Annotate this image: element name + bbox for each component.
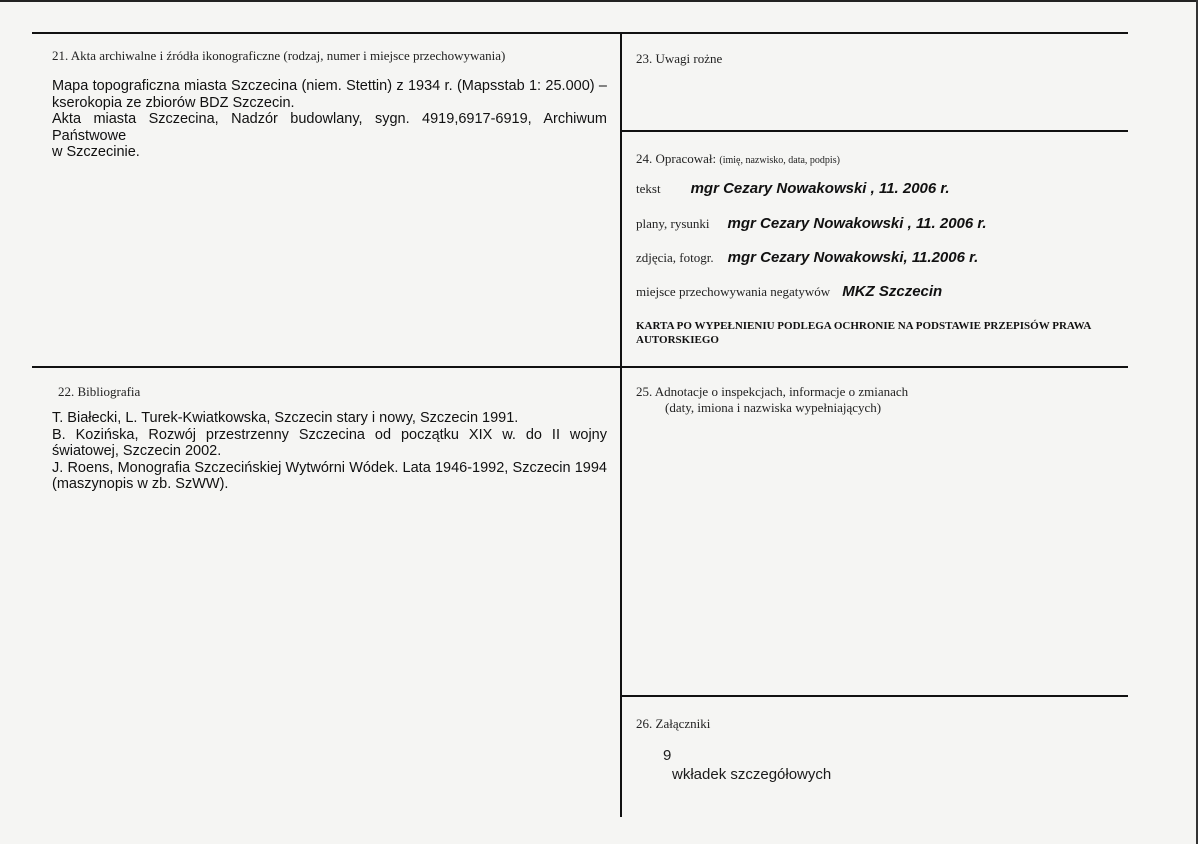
row-label: plany, rysunki bbox=[636, 216, 710, 231]
row-value: mgr Cezary Nowakowski , 11. 2006 r. bbox=[727, 215, 987, 232]
divider-25-26 bbox=[620, 695, 1128, 697]
divider-23-24 bbox=[620, 130, 1128, 132]
page-top-edge bbox=[0, 0, 1198, 2]
row-value: mgr Cezary Nowakowski , 11. 2006 r. bbox=[690, 180, 950, 197]
top-border-line bbox=[32, 32, 1128, 34]
row-label: miejsce przechowywania negatywów bbox=[636, 284, 831, 299]
section-24-heading bbox=[636, 151, 840, 167]
section-21-heading: 21. Akta archiwalne i źródła ikonograficzne (rodzaj, numer i miejsce przechowywania) bbox=[52, 48, 506, 63]
author-row-photos bbox=[636, 249, 978, 266]
bibliography-entry: J. Roens, Monografia Szczecińskiej Wytwórni Wódek. Lata 1946-1992, Szczecin 1994 (maszynopis w zb. SzWW). bbox=[52, 459, 607, 492]
center-divider-line bbox=[620, 32, 622, 817]
attachments-description: wkładek szczegółowych bbox=[672, 766, 832, 783]
row-label: zdjęcia, fotogr. bbox=[636, 250, 714, 265]
author-row-text bbox=[636, 180, 950, 197]
author-row-drawings bbox=[636, 215, 987, 232]
section-21-paragraph: Mapa topograficzna miasta Szczecina (niem. Stettin) z 1934 r. (Mapsstab 1: 25.000) – kserokopia ze zbiorów BDZ Szczecin. bbox=[52, 78, 607, 111]
row-label: tekst bbox=[636, 181, 661, 196]
section-21-content bbox=[52, 78, 607, 161]
section-24-subtitle: (imię, nazwisko, data, podpis) bbox=[719, 155, 840, 166]
section-22-heading: 22. Bibliografia bbox=[58, 384, 141, 399]
bibliography-entry: T. Białecki, L. Turek-Kwiatkowska, Szczecin stary i nowy, Szczecin 1991. bbox=[52, 410, 519, 426]
attachments-count: 9 bbox=[663, 747, 672, 764]
section-23-heading: 23. Uwagi rożne bbox=[636, 51, 723, 66]
author-row-negatives bbox=[636, 283, 942, 300]
section-25-subheading: (daty, imiona i nazwiska wypełniających) bbox=[665, 400, 882, 415]
row-value: MKZ Szczecin bbox=[842, 283, 943, 300]
row-value: mgr Cezary Nowakowski, 11.2006 r. bbox=[727, 249, 979, 266]
copyright-notice: KARTA PO WYPEŁNIENIU PODLEGA OCHRONIE NA PODSTAWIE PRZEPISÓW PRAWA AUTORSKIEGO bbox=[636, 320, 1091, 346]
section-25-heading: 25. Adnotacje o inspekcjach, informacje o zmianach bbox=[636, 384, 909, 399]
middle-divider-line bbox=[32, 366, 1128, 368]
section-24-title: 24. Opracował: bbox=[636, 151, 717, 166]
section-26-heading: 26. Załączniki bbox=[636, 716, 711, 731]
bibliography-entry: B. Kozińska, Rozwój przestrzenny Szczecina od początku XIX w. do II wojny światowej, Szczecin 2002. bbox=[52, 426, 607, 459]
section-22-content bbox=[52, 410, 607, 493]
section-21-paragraph: Akta miasta Szczecina, Nadzór budowlany, sygn. 4919,6917-6919, Archiwum Państwowe bbox=[52, 111, 607, 144]
section-21-paragraph: w Szczecinie. bbox=[52, 144, 140, 160]
